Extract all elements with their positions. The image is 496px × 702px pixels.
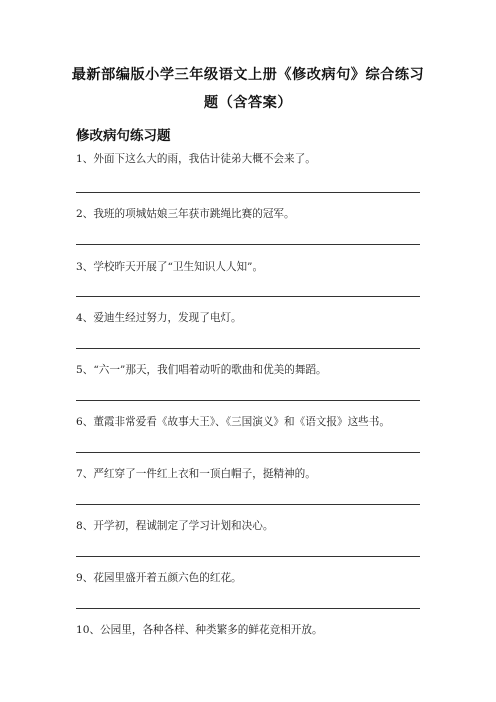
question-8: 8、开学初，程诚制定了学习计划和决心。 xyxy=(76,520,274,532)
question-6: 6、董霞非常爱看《故事大王》、《三国演义》和《语文报》这些书。 xyxy=(76,416,390,428)
question-3: 3、学校昨天开展了“卫生知识人人知”。 xyxy=(76,261,264,273)
answer-line-9[interactable] xyxy=(76,608,420,609)
answer-line-6[interactable] xyxy=(76,452,420,453)
answer-line-1[interactable] xyxy=(76,192,420,193)
answer-line-4[interactable] xyxy=(76,348,420,349)
answer-line-8[interactable] xyxy=(76,556,420,557)
question-7: 7、严红穿了一件红上衣和一顶白帽子，挺精神的。 xyxy=(76,468,316,480)
question-9: 9、花园里盛开着五颜六色的红花。 xyxy=(76,572,242,584)
question-10: 10、公园里，各种各样、种类繁多的鲜花竞相开放。 xyxy=(76,624,323,636)
answer-line-2[interactable] xyxy=(76,244,420,245)
document-title-line-1: 最新部编版小学三年级语文上册《修改病句》综合练习 xyxy=(71,67,425,83)
answer-line-3[interactable] xyxy=(76,296,420,297)
question-5: 5、“六一”那天，我们唱着动听的歌曲和优美的舞蹈。 xyxy=(76,364,327,376)
section-heading: 修改病句练习题 xyxy=(76,128,171,144)
answer-line-5[interactable] xyxy=(76,400,420,401)
question-2: 2、我班的项城姑娘三年获市跳绳比赛的冠军。 xyxy=(76,208,295,220)
question-4: 4、爱迪生经过努力，发现了电灯。 xyxy=(76,312,242,324)
document-title-line-2: 题（含答案） xyxy=(203,95,293,111)
question-1: 1、外面下这么大的雨，我估计徒弟大概不会来了。 xyxy=(76,153,316,165)
answer-line-7[interactable] xyxy=(76,504,420,505)
